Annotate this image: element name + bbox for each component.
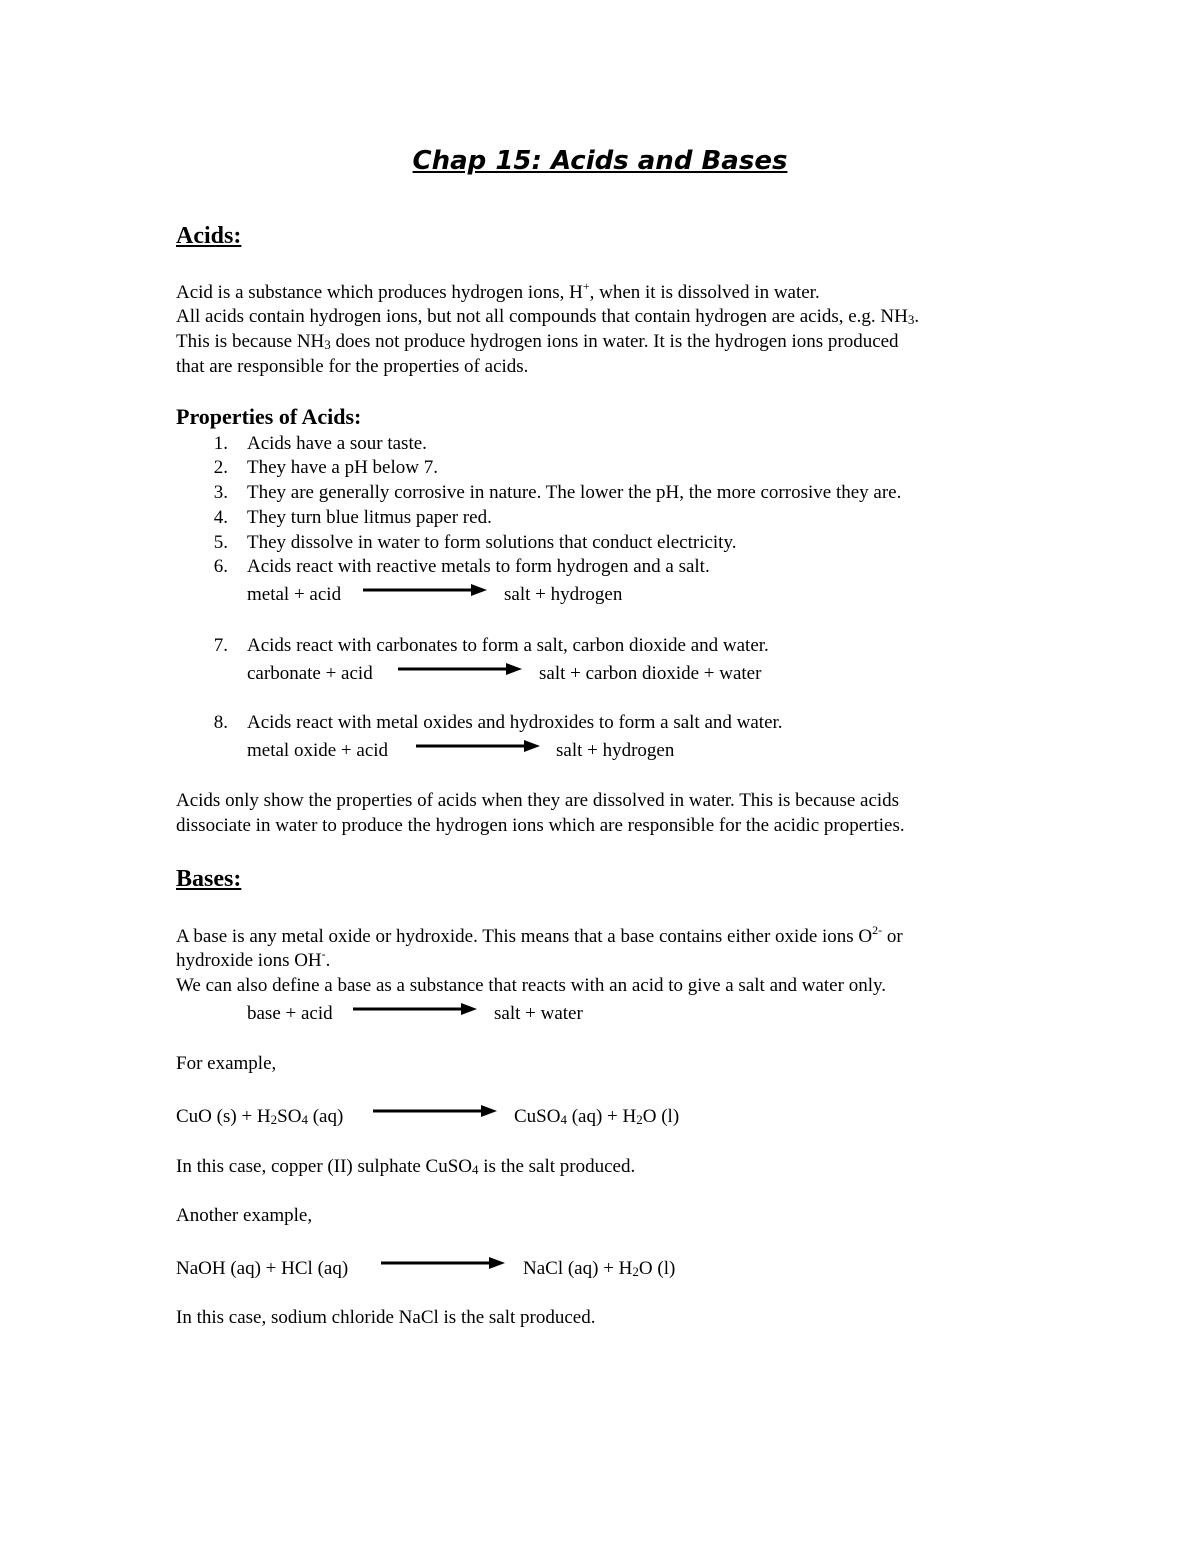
equation-rhs: salt + water: [494, 1003, 583, 1024]
acids-closing-line-1: Acids only show the properties of acids when they are dissolved in water. This is because acids: [176, 790, 900, 811]
equation-rhs: salt + hydrogen: [556, 740, 675, 761]
property-number: 5.: [213, 532, 228, 553]
property-text: They turn blue litmus paper red.: [247, 507, 492, 528]
acids-intro-line-1: Acid is a substance which produces hydrogen ions, H+, when it is dissolved in water.: [176, 279, 820, 303]
property-text: Acids react with carbonates to form a salt, carbon dioxide and water.: [247, 635, 769, 656]
acids-intro-line-4: that are responsible for the properties of acids.: [176, 356, 529, 377]
equation-lhs: base + acid: [247, 1003, 333, 1024]
properties-heading: Properties of Acids:: [176, 404, 362, 429]
property-text: Acids react with metal oxides and hydroxides to form a salt and water.: [247, 712, 783, 733]
acids-heading: Acids:: [176, 223, 242, 249]
equation-lhs: metal + acid: [247, 584, 342, 605]
bases-line-3: We can also define a base as a substance that reacts with an acid to give a salt and water only.: [176, 975, 886, 996]
property-text: They are generally corrosive in nature. The lower the pH, the more corrosive they are.: [247, 482, 902, 503]
acids-intro-line-3: This is because NH3 does not produce hydrogen ions in water. It is the hydrogen ions produced: [176, 331, 899, 352]
property-text: Acids have a sour taste.: [247, 433, 427, 454]
equation-rhs: salt + hydrogen: [504, 584, 623, 605]
property-number: 7.: [213, 635, 228, 656]
property-number: 1.: [213, 433, 228, 454]
property-text: They have a pH below 7.: [247, 457, 438, 478]
reaction-arrow-icon: [373, 1104, 497, 1118]
example-2-rhs: NaCl (aq) + H2O (l): [523, 1258, 676, 1279]
example-1-rhs: CuSO4 (aq) + H2O (l): [514, 1106, 680, 1127]
property-number: 8.: [213, 712, 228, 733]
example-label: For example,: [176, 1053, 277, 1074]
bases-line-1: A base is any metal oxide or hydroxide. This means that a base contains either oxide ions $O^{2-}$ or: [176, 923, 903, 947]
property-text: They dissolve in water to form solutions that conduct electricity.: [247, 532, 737, 553]
bases-line-2: hydroxide ions OH-.: [176, 947, 331, 971]
example-1-note: In this case, copper (II) sulphate CuSO4 is the salt produced.: [176, 1156, 636, 1177]
property-number: 3.: [213, 482, 228, 503]
reaction-arrow-icon: [353, 1002, 477, 1016]
reaction-arrow-icon: [363, 583, 487, 597]
example-label: Another example,: [176, 1205, 313, 1226]
reaction-arrow-icon: [416, 739, 540, 753]
equation-rhs: salt + carbon dioxide + water: [539, 663, 762, 684]
property-text: Acids react with reactive metals to form hydrogen and a salt.: [247, 556, 710, 577]
acids-closing-line-2: dissociate in water to produce the hydrogen ions which are responsible for the acidic properties.: [176, 815, 905, 836]
property-number: 2.: [213, 457, 228, 478]
example-1-lhs: CuO (s) + H2SO4 (aq): [176, 1106, 344, 1127]
bases-heading: Bases:: [176, 866, 242, 892]
page-title: Chap 15: Acids and Bases: [412, 146, 788, 176]
reaction-arrow-icon: [398, 662, 522, 676]
example-2-note: In this case, sodium chloride NaCl is the salt produced.: [176, 1307, 596, 1328]
acids-intro-line-2: All acids contain hydrogen ions, but not all compounds that contain hydrogen are acids, e.g. NH3.: [176, 306, 920, 327]
reaction-arrow-icon: [381, 1256, 505, 1270]
property-number: 4.: [213, 507, 228, 528]
equation-lhs: metal oxide + acid: [247, 740, 389, 761]
example-2-lhs: NaOH (aq) + HCl (aq): [176, 1258, 349, 1279]
property-number: 6.: [213, 556, 228, 577]
equation-lhs: carbonate + acid: [247, 663, 373, 684]
